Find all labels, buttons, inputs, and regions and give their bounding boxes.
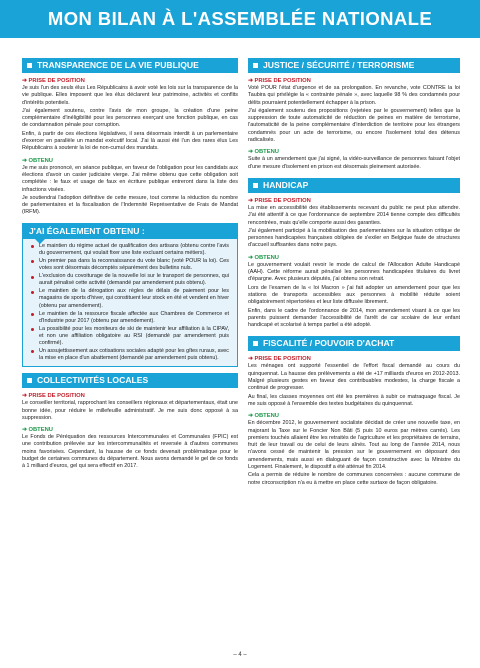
obtained-label: ➜ OBTENU bbox=[248, 413, 279, 420]
section-heading-local: COLLECTIVITÉS LOCALES bbox=[22, 373, 238, 388]
section-heading-justice: JUSTICE / SÉCURITÉ / TERRORISME bbox=[248, 58, 460, 73]
transparency-obtained-text bbox=[22, 165, 238, 217]
paragraph: Je suis l'un des seuls élus Les Républicains à avoir voté les lois sur la transparence de la vie publique. Elles imposent que les élus déclarent leur patrimoine, activités et conflits d'intérêts potentiels. bbox=[22, 85, 238, 106]
page-number: – 4 – bbox=[233, 652, 247, 658]
square-bullet-icon bbox=[27, 63, 32, 68]
list-item: Le maintien de la dérogation aux règles de délais de paiement pour les magasins de sports d'hiver, qui constituent leur stock en été et vendent en hiver (obtenu par amendement). bbox=[31, 288, 229, 309]
paragraph: Suite à un amendement que j'ai signé, la vidéo-surveillance de personnes faisant l'objet d'une mesure d'isolement en prison est désormais pleinement autorisée. bbox=[248, 156, 460, 170]
handicap-obtained-text bbox=[248, 262, 460, 330]
section-heading-transparency: TRANSPARENCE DE LA VIE PUBLIQUE bbox=[22, 58, 238, 73]
square-bullet-icon bbox=[253, 63, 258, 68]
paragraph: Je me suis prononcé, en séance publique, en faveur de l'obligation pour les candidats aux élections d'avoir un casier judiciaire vierge. J'ai même obtenu que cette obligation soit complétée : le faux et usage de faux en écriture publique entreront dans la liste des infractions visées. bbox=[22, 164, 238, 193]
paragraph: Le gouvernement voulait revoir le mode de calcul de l'Allocation Adulte Handicapé (AAH). Cette réforme aurait pénalisé les personnes handicapées titulaires du livret d'épargne. Avec plusieurs députés, j'ai obtenu son retrait. bbox=[248, 261, 460, 283]
paragraph: J'ai également participé à la mobilisation des parlementaires sur la situation critique de personnes handicapées françaises obligées de s'exiler en Belgique faute de structures d'accueil suffisantes dans notre pays. bbox=[248, 227, 460, 249]
paragraph: Je soutiendrai l'adoption définitive de cette mesure, tout comme la réduction du nombre de parlementaires et la fiscalisation de l'Indemnité Représentative de Frais de Mandat (IRFM). bbox=[22, 194, 238, 216]
position-label: ➜ PRISE DE POSITION bbox=[248, 78, 311, 84]
right-column bbox=[248, 58, 460, 488]
handicap-position-text bbox=[248, 205, 460, 250]
obtained-label: ➜ OBTENU bbox=[248, 254, 279, 261]
page-banner bbox=[0, 0, 480, 38]
local-position-text bbox=[22, 400, 238, 422]
list-item: Le maintien du régime actuel de qualification des artisans (obtenu contre l'avis du gouvernement, qui voulait fixer une liste excluant certains métiers). bbox=[31, 243, 229, 257]
paragraph: Cela a permis de réduire le nombre de communes concernées : aucune commune de notre circonscription n'a eu à mettre en place cette surtaxe de façon obligatoire. bbox=[248, 472, 460, 486]
obtained-label: ➜ OBTENU bbox=[22, 157, 53, 164]
paragraph: Voté POUR l'état d'urgence et de sa prolongation. En revanche, vote CONTRE la loi Taubira qui privilégie la « contrainte pénale », avec laquelle 98 % des condamnés pour délits pourraient potentiellement échapper à la prison. bbox=[248, 85, 460, 106]
position-label: ➜ PRISE DE POSITION bbox=[22, 393, 85, 400]
paragraph: Le conseiller territorial, rapprochant les conseillers régionaux et départementaux, était une bonne idée, pour réduire le millefeuille administratif. Je me suis donc opposé à sa suppression. bbox=[22, 400, 238, 421]
paragraph: J'ai également soutenu, contre l'avis de mon groupe, la création d'une peine complémentaire d'inéligibilité pour les personnes exerçant une fonction publique, en cas de condamnation pénale pour corruption. bbox=[22, 107, 238, 129]
list-item: L'exclusion du covoiturage de la nouvelle loi sur le transport de personnes, qui aurait pénalisé cette activité (demandé par amendement puis obtenu). bbox=[31, 273, 229, 287]
paragraph: Au final, les classes moyennes ont été les premières à subir ce matraquage fiscal. Je me suis opposé à l'ensemble des textes budgétaires du quinquennat. bbox=[248, 393, 460, 407]
transparency-position-text bbox=[22, 85, 238, 153]
obtained-label: ➜ OBTENU bbox=[22, 427, 53, 434]
section-heading-handicap: HANDICAP bbox=[248, 178, 460, 193]
list-item: La possibilité pour les moniteurs de ski de maintenir leur affiliation à la CIPAV, et non une affiliation obligatoire au RSI (demandé par amendement puis confirmé). bbox=[31, 326, 229, 347]
paragraph: Le Fonds de Péréquation des ressources Intercommunales et Communales (FPIC) est une contribution prélevée sur les intercommunalités et reversée à d'autres communes moins favorisées. Cependant, la hausse de ce fonds devenait problématique pour le budget de certaines communes du département. Nous avons demandé le gel de ce fonds à 1 milliard d'euros, gel qui sera effectif en 2017. bbox=[22, 434, 238, 470]
paragraph: Enfin, à partir de ces élections législatives, il sera désormais interdit à un parlementaire d'exercer en parallèle un mandat exécutif local. J'ai là aussi été l'un des rares élus Les Républicains à soutenir la loi de non-cumul des mandats. bbox=[22, 130, 238, 152]
justice-position-text bbox=[248, 85, 460, 144]
justice-obtained-text bbox=[248, 156, 460, 171]
paragraph: La mise en accessibilité des établissements recevant du public ne peut plus attendre. J'ai été attentif à ce que l'ordonnance de septembre 2014 tienne compte des difficultés rencontrées, mais qu'elle comporte aussi des garanties. bbox=[248, 204, 460, 226]
left-column bbox=[22, 58, 238, 472]
also-obtained-box bbox=[22, 223, 238, 368]
paragraph: En décembre 2012, le gouvernement socialiste décidait de créer une nouvelle taxe, en majorant la Taxe sur le Foncier Non Bâti (5 puis 10 euros par mètres carrés). Les premiers touchés allaient être les retraités de l'agriculture et les propriétaires de terrains, fruit de leur travail ou de celui de leurs aînés. Tout au long de l'année 2014, nous n'avons cessé de maintenir la pression sur le gouvernement en déposant des amendements, mais aussi en dialoguant de façon constructive avec la Ministre du Logement. Finalement, le dispositif a été atténué fin 2014. bbox=[248, 420, 460, 470]
square-bullet-icon bbox=[253, 341, 258, 346]
tax-obtained-text bbox=[248, 420, 460, 487]
paragraph: Les ménages ont supporté l'essentiel de l'effort fiscal demandé au cours du quinquennat. La hausse des prélèvements a été de +17 milliards d'euros en 2012-2013. Malgré plusieurs gestes en faveur des contribuables modestes, la charge fiscale a continué de progresser. bbox=[248, 363, 460, 392]
local-obtained-text bbox=[22, 434, 238, 470]
page-title: MON BILAN À L'ASSEMBLÉE NATIONALE bbox=[47, 8, 433, 29]
tax-position-text bbox=[248, 363, 460, 408]
position-label: ➜ PRISE DE POSITION bbox=[248, 197, 311, 204]
square-bullet-icon bbox=[27, 378, 32, 383]
list-item: Un assujettissement aux cotisations sociales adapté pour les gîtes ruraux, avec la mise en place d'un abattement (demandé par amendement puis obtenu). bbox=[31, 348, 229, 362]
list-item: Le maintien de la ressource fiscale affectée aux Chambres de Commerce et d'Industrie pour 2017 (obtenu par amendement). bbox=[31, 311, 229, 325]
paragraph: J'ai également soutenu des propositions (rejetées par le gouvernement) telles que la suppression de toute automaticité de réduction de peines en matière de terrorisme, l'automaticité de la peine complémentaire d'interdiction de territoire pour les étrangers condamnés pour un acte de terrorisme, ou encore l'isolement total des détenus radicalisés. bbox=[248, 107, 460, 144]
also-obtained-heading: J'AI ÉGALEMENT OBTENU : bbox=[23, 224, 237, 239]
paragraph: Lors de l'examen de la « loi Macron » j'ai fait adopter un amendement pour que les stations de transports accessibles aux personnes à mobilité réduite soient obligatoirement répertoriées et leur liste diffusée librement. bbox=[248, 284, 460, 306]
section-heading-tax: FISCALITÉ / POUVOIR D'ACHAT bbox=[248, 336, 460, 351]
position-label: ➜ PRISE DE POSITION bbox=[248, 356, 311, 363]
square-bullet-icon bbox=[253, 183, 258, 188]
list-item: Un premier pas dans la reconnaissance du vote blanc (voté POUR la loi). Ces votes sont désormais décomptés séparément des bulletins nuls. bbox=[31, 258, 229, 272]
paragraph: Enfin, dans le cadre de l'ordonnance de 2014, mon amendement visant à ce que les parents puissent demander l'accessibilité de l'arrêt de car scolaire de leur enfant handicapé et scolarisé à temps partiel a été adopté. bbox=[248, 307, 460, 329]
obtained-label: ➜ OBTENU bbox=[248, 149, 279, 156]
position-label: ➜ PRISE DE POSITION bbox=[22, 78, 85, 84]
